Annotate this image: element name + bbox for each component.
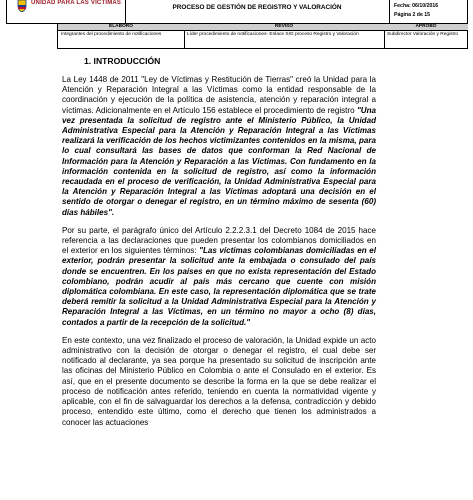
document-header bbox=[6, 0, 468, 24]
approval-aprobo bbox=[384, 24, 468, 48]
page-number: Página 2 de 15 bbox=[394, 12, 431, 18]
document-date: Fecha: 06/10/2016 bbox=[394, 3, 439, 9]
paragraph-3: En este contexto, una vez finalizado el proceso de valoración, la Unidad expide un acto administrativo con la decisión de otorgar o denegar el registro, el cual debe ser notificado al declarante, ya sea porque ha presentado su solicitud de inscripción ante las oficinas del Ministerio Público en Colombia o ante el Consulado en el exterior. Es así, que en el presente documento se describe la forma en la que se debe realizar el proceso de notificación antes referido, teniendo en cuenta la normatividad vigente y aplicable, con el fin de salvaguardar los derechos a la defensa, contradicción y debido proceso, entendido este último, como el derecho que tienen los administrados a conocer las actuaciones bbox=[62, 335, 376, 427]
paragraph-2-quote-b: deberá remitir la solicitud a la Unidad Administrativa Especial para la Atención y Reparación Integral a las Víctimas, en un término no mayor a ocho (8) días, contados a partir de la recepción de la solicitud." bbox=[62, 297, 376, 327]
elaboro-value: Integrantes del procedimiento de notificaciones bbox=[61, 32, 162, 37]
elaboro-label: ELABORÓ bbox=[58, 24, 184, 31]
paragraph-2-quote-a: "Las víctimas colombianas domiciliadas en el exterior, podrán presentar la solicitud ante la embajada o consulado del país donde se encuentren. En los países en que no exista representación del Estado colombiano, podrán acudir al país más cercano que cuente con misión diplomática colombiana. En este caso, la representación diplomática que se trate bbox=[62, 246, 376, 297]
logo-text: UNIDAD PARA LAS VÍCTIMAS bbox=[31, 0, 122, 6]
coat-of-arms-icon bbox=[17, 0, 27, 12]
approval-elaboro bbox=[58, 24, 185, 48]
process-title: PROCESO DE GESTIÓN DE REGISTRO Y VALORACIÓN bbox=[172, 4, 342, 11]
reviso-label: REVISÓ bbox=[184, 24, 384, 31]
paragraph-1 bbox=[62, 75, 376, 218]
approval-table bbox=[57, 24, 468, 49]
title-cell bbox=[125, 0, 390, 23]
approval-reviso bbox=[184, 24, 385, 48]
document-body bbox=[62, 56, 376, 436]
logo-cell bbox=[7, 0, 126, 23]
paragraph-2 bbox=[62, 226, 376, 328]
aprobo-value: Subdirector Valoración y Registro bbox=[387, 32, 459, 37]
paragraph-2-text: Por su parte, el parágrafo único del Artículo 2.2.2.3.1 del Decreto 1084 de 2015 hace referencia a las declaraciones que pueden presentar los colombianos domiciliados en el exterior en los siguientes términos: bbox=[62, 225, 376, 256]
section-heading: 1. INTRODUCCIÓN bbox=[84, 56, 161, 66]
paragraph-1-quote: "Una vez presentada la solicitud de registro ante el Ministerio Público, la Unidad Administrativa Especial para la Atención y Reparación Integral a las Víctimas realizará la verificación de los hechos victimizantes contenidos en la misma, para lo cual consultará las bases de datos que conforman la Red Nacional de Información para la Atención y Reparación a las Víctimas. Con fundamento en la información contenida en la solicitud de registro, así como la información recaudada en el proceso de verificación, la Unidad Administrativa Especial para la Atención y Reparación Integral a las Víctimas adoptará una decisión en el sentido de otorgar o denegar el registro, en un término máximo de sesenta (60) días hábiles". bbox=[62, 105, 376, 217]
meta-cell bbox=[389, 0, 469, 23]
aprobo-label: APROBÓ bbox=[384, 24, 468, 31]
reviso-value: Líder procedimiento de notificaciones- Enlace SIG proceso Registro y Valoración bbox=[187, 32, 359, 37]
paragraph-1-text: La Ley 1448 de 2011 "Ley de Víctimas y Restitución de Tierras" creó la Unidad para la Atención y Reparación Integral a las Víctimas como la entidad responsable de la coordinación y ejecución de la política de asistencia, atención y reparación integral a víctimas. Adicionalmente en el Artículo 156 establece el procedimiento de registro bbox=[62, 75, 376, 115]
